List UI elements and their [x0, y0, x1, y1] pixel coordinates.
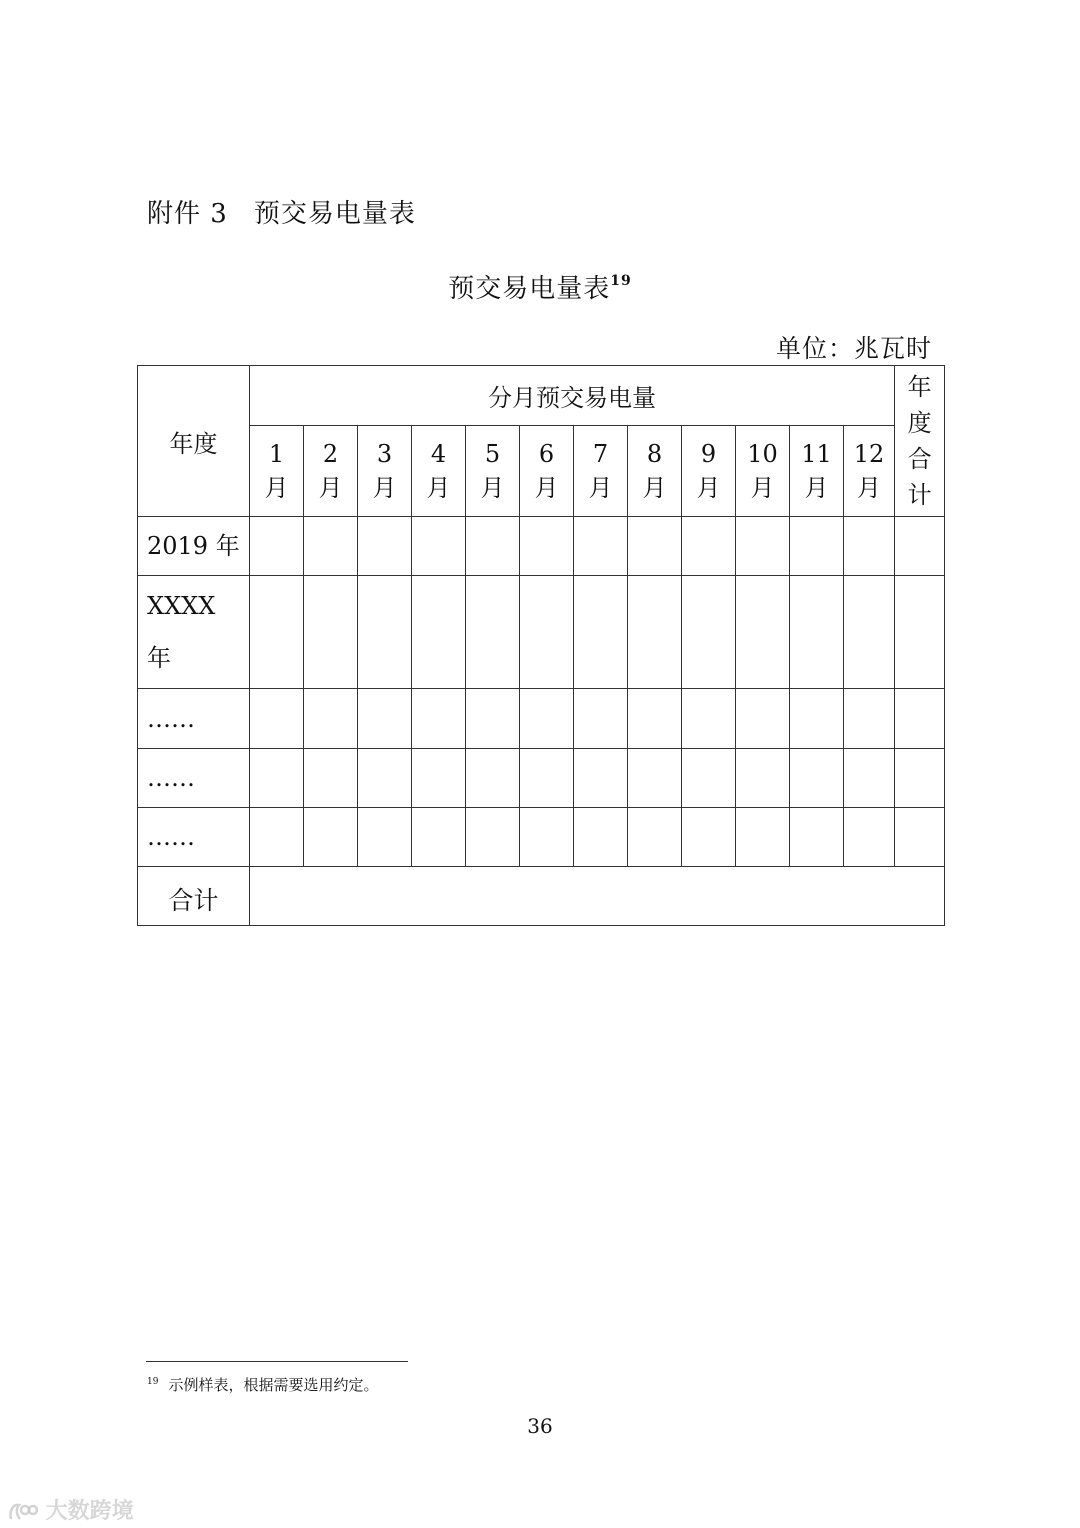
- month-header: [790, 426, 844, 517]
- year-label-cell: [138, 517, 250, 576]
- year-label-cell: [138, 576, 250, 689]
- month-value-cell[interactable]: [790, 749, 844, 808]
- month-value-cell[interactable]: [682, 808, 736, 867]
- total-value-cell[interactable]: [250, 867, 945, 926]
- month-value-cell[interactable]: [412, 517, 466, 576]
- footnote-number: 19: [147, 1377, 159, 1387]
- total-row: [138, 867, 945, 926]
- month-value-cell[interactable]: [628, 576, 682, 689]
- annual-total-header: [895, 366, 945, 517]
- month-header: [574, 426, 628, 517]
- month-value-cell[interactable]: [304, 749, 358, 808]
- attachment-heading: [147, 193, 416, 230]
- month-value-cell[interactable]: [304, 517, 358, 576]
- footnote-text: 示例样表，根据需要选用约定。: [168, 1376, 379, 1394]
- month-header: [844, 426, 895, 517]
- month-unit: 月: [372, 474, 397, 502]
- month-value-cell[interactable]: [736, 517, 790, 576]
- table-row: [138, 576, 945, 689]
- table-row: [138, 689, 945, 749]
- month-number: 8: [646, 440, 663, 468]
- month-value-cell[interactable]: [682, 517, 736, 576]
- month-value-cell[interactable]: [520, 517, 574, 576]
- table-title-text: 预交易电量表: [448, 274, 611, 304]
- month-header: [304, 426, 358, 517]
- month-number: 4: [430, 440, 447, 468]
- month-header: [682, 426, 736, 517]
- year-label-cell: [138, 689, 250, 749]
- table-row: [138, 517, 945, 576]
- month-value-cell[interactable]: [574, 517, 628, 576]
- month-number: 11: [801, 440, 832, 468]
- month-header: [412, 426, 466, 517]
- footnote: [147, 1374, 378, 1395]
- header-row-1: [138, 366, 945, 426]
- month-value-cell[interactable]: [250, 576, 304, 689]
- month-value-cell[interactable]: [412, 808, 466, 867]
- annual-total-cell[interactable]: [895, 517, 945, 576]
- year-label-cell: [138, 749, 250, 808]
- month-value-cell[interactable]: [412, 689, 466, 749]
- month-value-cell[interactable]: [736, 689, 790, 749]
- table-row: [138, 749, 945, 808]
- year-header: 年度: [138, 366, 250, 517]
- month-value-cell[interactable]: [790, 517, 844, 576]
- annual-total-char: 度: [907, 409, 932, 437]
- month-number: 2: [322, 440, 339, 468]
- month-value-cell[interactable]: [844, 576, 895, 689]
- annual-total-cell[interactable]: [895, 576, 945, 689]
- month-header: [466, 426, 520, 517]
- year-label: ……: [147, 823, 195, 851]
- month-value-cell[interactable]: [358, 689, 412, 749]
- month-header: [628, 426, 682, 517]
- year-label: XXXX: [147, 592, 216, 620]
- month-value-cell[interactable]: [790, 689, 844, 749]
- month-unit: 月: [426, 474, 451, 502]
- month-value-cell[interactable]: [844, 749, 895, 808]
- month-number: 1: [268, 440, 285, 468]
- year-label: 2019 年: [147, 532, 240, 560]
- page-number: 36: [527, 1414, 553, 1438]
- month-value-cell[interactable]: [682, 749, 736, 808]
- month-number: 6: [538, 440, 555, 468]
- watermark-logo-icon: [8, 1501, 38, 1523]
- month-value-cell[interactable]: [628, 808, 682, 867]
- month-value-cell[interactable]: [358, 808, 412, 867]
- month-value-cell[interactable]: [844, 808, 895, 867]
- annual-total-char: 年: [907, 373, 932, 401]
- month-value-cell[interactable]: [466, 689, 520, 749]
- annual-total-cell[interactable]: [895, 808, 945, 867]
- month-value-cell[interactable]: [520, 576, 574, 689]
- month-value-cell[interactable]: [574, 689, 628, 749]
- month-unit: 月: [264, 474, 289, 502]
- total-label: 合计: [138, 867, 250, 926]
- annual-total-cell[interactable]: [895, 689, 945, 749]
- month-value-cell[interactable]: [628, 689, 682, 749]
- watermark: [8, 1494, 134, 1525]
- annual-total-cell[interactable]: [895, 749, 945, 808]
- year-label: 年: [147, 644, 171, 672]
- month-unit: 月: [804, 474, 829, 502]
- month-value-cell[interactable]: [736, 576, 790, 689]
- month-value-cell[interactable]: [304, 576, 358, 689]
- month-header: [520, 426, 574, 517]
- watermark-text: 大数跨境: [45, 1499, 134, 1524]
- month-value-cell[interactable]: [358, 576, 412, 689]
- year-label-cell: [138, 808, 250, 867]
- attachment-title: 预交易电量表: [253, 199, 416, 229]
- table-row: [138, 808, 945, 867]
- month-number: 10: [747, 440, 778, 468]
- month-value-cell[interactable]: [790, 576, 844, 689]
- month-value-cell[interactable]: [358, 749, 412, 808]
- month-value-cell[interactable]: [412, 576, 466, 689]
- year-label: ……: [147, 704, 195, 733]
- month-value-cell[interactable]: [250, 689, 304, 749]
- month-value-cell[interactable]: [250, 749, 304, 808]
- month-value-cell[interactable]: [790, 808, 844, 867]
- attachment-label: 附件 3: [147, 199, 228, 229]
- monthly-group-header: 分月预交易电量: [250, 366, 895, 426]
- footnote-divider: [146, 1361, 408, 1362]
- month-unit: 月: [588, 474, 613, 502]
- month-value-cell[interactable]: [358, 517, 412, 576]
- table-title: [0, 268, 1080, 305]
- month-value-cell[interactable]: [628, 517, 682, 576]
- month-value-cell[interactable]: [250, 808, 304, 867]
- month-value-cell[interactable]: [574, 576, 628, 689]
- month-header-row: [138, 426, 945, 517]
- month-value-cell[interactable]: [412, 749, 466, 808]
- pretrade-volume-table: [137, 365, 945, 926]
- month-value-cell[interactable]: [304, 689, 358, 749]
- month-value-cell[interactable]: [466, 749, 520, 808]
- month-value-cell[interactable]: [466, 517, 520, 576]
- month-value-cell[interactable]: [466, 576, 520, 689]
- month-number: 9: [700, 440, 717, 468]
- month-number: 7: [592, 440, 609, 468]
- month-unit: 月: [857, 474, 882, 502]
- month-number: 3: [376, 440, 393, 468]
- month-value-cell[interactable]: [628, 749, 682, 808]
- footnote-ref: 19: [610, 273, 632, 289]
- month-value-cell[interactable]: [682, 689, 736, 749]
- month-number: 5: [484, 440, 501, 468]
- month-value-cell[interactable]: [736, 808, 790, 867]
- month-value-cell[interactable]: [682, 576, 736, 689]
- month-header: [736, 426, 790, 517]
- year-label: ……: [147, 764, 195, 792]
- month-value-cell[interactable]: [520, 749, 574, 808]
- month-unit: 月: [318, 474, 343, 502]
- month-value-cell[interactable]: [520, 808, 574, 867]
- month-unit: 月: [696, 474, 721, 502]
- month-unit: 月: [480, 474, 505, 502]
- month-value-cell[interactable]: [574, 749, 628, 808]
- month-value-cell[interactable]: [466, 808, 520, 867]
- month-value-cell[interactable]: [574, 808, 628, 867]
- month-value-cell[interactable]: [844, 689, 895, 749]
- month-value-cell[interactable]: [250, 517, 304, 576]
- unit-label: 单位：兆瓦时: [775, 334, 932, 363]
- month-unit: 月: [750, 474, 775, 502]
- month-value-cell[interactable]: [844, 517, 895, 576]
- annual-total-char: 计: [907, 481, 932, 509]
- annual-total-char: 合: [907, 445, 932, 473]
- month-value-cell[interactable]: [304, 808, 358, 867]
- month-unit: 月: [534, 474, 559, 502]
- month-header: [250, 426, 304, 517]
- month-header: [358, 426, 412, 517]
- month-value-cell[interactable]: [520, 689, 574, 749]
- month-number: 12: [853, 440, 885, 468]
- month-value-cell[interactable]: [736, 749, 790, 808]
- month-unit: 月: [642, 474, 667, 502]
